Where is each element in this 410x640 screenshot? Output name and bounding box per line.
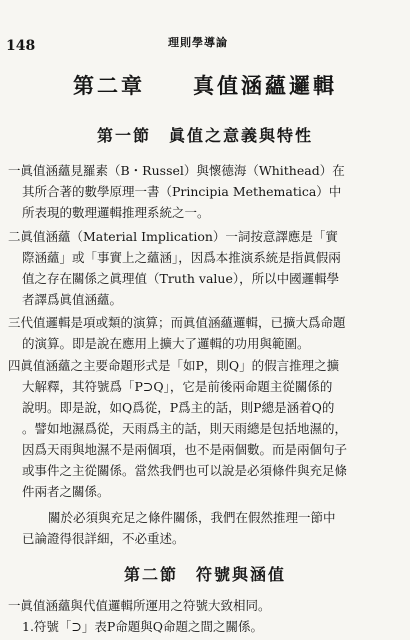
paragraph-line: 或事件之主從關係。當然我們也可以說是必須條件與充足條	[22, 463, 348, 478]
paragraph-line: 四眞值涵蘊之主要命題形式是「如P，則Q」的假言推理之擴	[8, 358, 340, 373]
paragraph-line: 一眞值涵蘊見羅素（B・Russel）與懷德海（Whithead）在	[8, 163, 345, 178]
paragraph-line: 三代值邏輯是項或類的演算；而眞值涵蘊邏輯，已擴大爲命題	[8, 315, 346, 330]
paragraph-2	[8, 226, 402, 310]
paragraph-5	[8, 507, 402, 549]
page-number: 148	[6, 38, 36, 54]
paragraph-line: 者譯爲眞值涵蘊。	[22, 292, 123, 307]
paragraph-line: 說明。即是說，如Q爲從，P爲主的話，則P總是涵着Q的	[22, 400, 335, 415]
paragraph-line: 一眞值涵蘊與代值邏輯所運用之符號大致相同。	[8, 598, 271, 613]
paragraph-line: 件兩者之關係。	[22, 484, 110, 499]
paragraph-line: 1.符號「⊃」表P命題與Q命題之間之關係。	[22, 619, 264, 634]
running-header: 理則學導論	[168, 36, 228, 49]
paragraph-line: 因爲天雨與地濕不是兩個項，也不是兩個數。而是兩個句子	[22, 442, 348, 457]
paragraph-line: 已論證得很詳細，不必重述。	[22, 531, 185, 546]
paragraph-line: 。譬如地濕爲從，天雨爲主的話，則天雨總是包括地濕的，	[22, 421, 348, 436]
paragraph-line: 所表現的數理邏輯推理系統之一。	[22, 205, 210, 220]
paragraph-line: 其所合著的數學原理一書（Principia Methematica）中	[22, 184, 342, 199]
chapter-title: 第二章 真值涵蘊邏輯	[73, 73, 337, 98]
paragraph-3	[8, 312, 402, 354]
paragraph-line: 二眞值涵蘊（Material Implication）一詞按意譯應是「實	[8, 229, 338, 244]
paragraph-line: 的演算。即是說在應用上擴大了邏輯的功用與範圍。	[22, 336, 310, 351]
paragraph-line: 關於必須與充足之條件關係，我們在假然推理一節中	[48, 510, 336, 525]
paragraph-line: 大解釋，其符號爲「P⊃Q」，它是前後兩命題主從關係的	[22, 379, 333, 394]
paragraph-4	[8, 355, 402, 502]
section-title-1: 第一節 眞值之意義與特性	[96, 126, 313, 145]
section-title-2: 第二節 符號與涵值	[123, 565, 286, 584]
paragraph-1	[8, 160, 402, 223]
paragraph-6	[8, 595, 402, 637]
paragraph-line: 值之存在關係之眞理值（Truth value），所以中國邏輯學	[22, 271, 340, 286]
paragraph-line: 際涵蘊」或「事實上之蘊涵」，因爲本推演系統是指眞假兩	[22, 250, 341, 265]
